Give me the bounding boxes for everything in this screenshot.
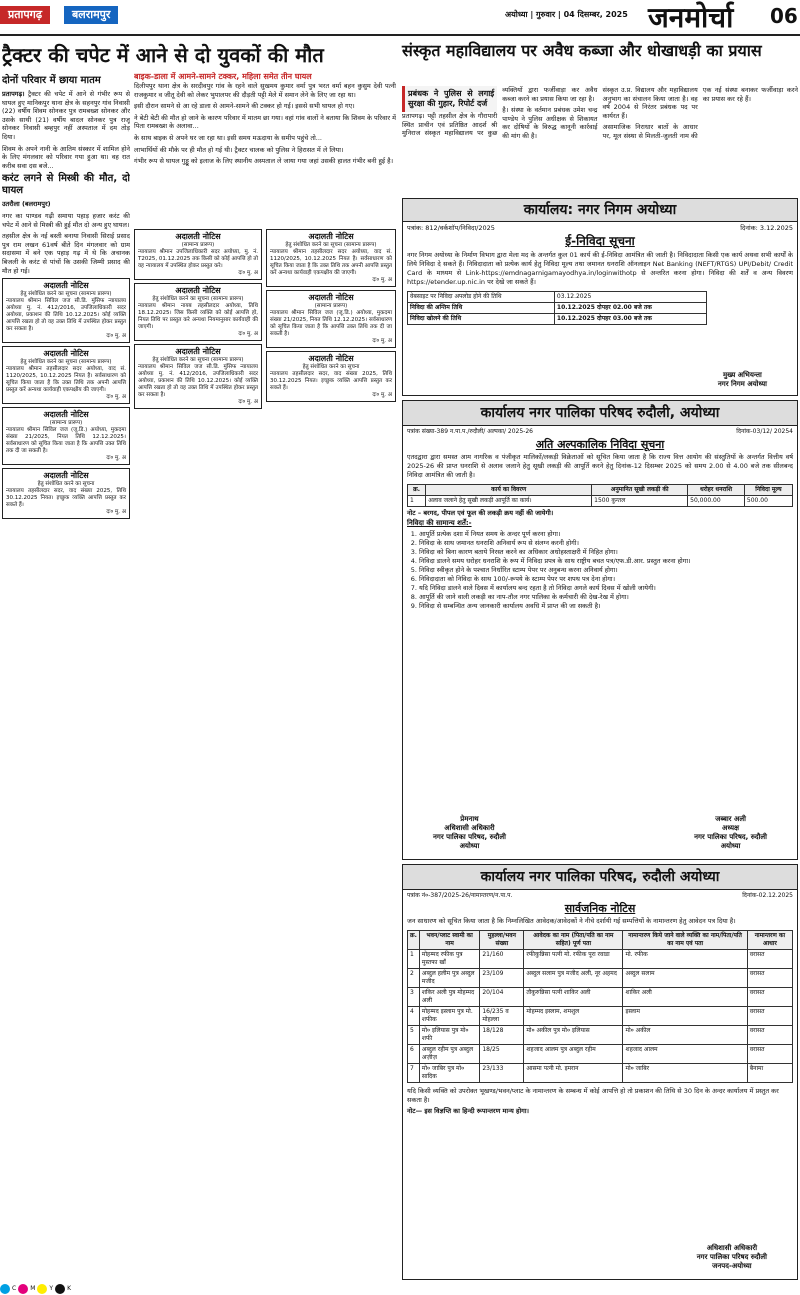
ref-number: पत्रांक: 812/वर्कशॉप/निविदा/2025: [407, 224, 495, 232]
story-paragraph: दिलीपपुर थाना क्षेत्र के सरदीवपुर गांव के रहने वाले सुखमय कुमार वर्मा पुत्र भरत वर्मा बहन कुसुम देवी पत्नी राजकुमार व जीतू देवी को लेकर भुपालपर की दौड़ती पट्टी मेले में समान लेने के लिए जा रहा था।: [134, 82, 396, 99]
subhead-electrocution: करंट लगने से मिस्त्री की मौत, दो घायल: [2, 173, 130, 197]
story-paragraph: नगर का पाण्डव गढ़ी समाया पहाड़ हजार करंट की चपेट में आने से मिस्त्री की हुई मौत दो अन्य हुए घायल।: [2, 211, 130, 229]
court-notice: अदालती नोटिस (सामान्य प्रारूप) न्यायालय श्रीमान उपजिलाधिकारी सदर अयोध्या, मु. नं. T2025, 01.12.2025 तक किसी को कोई आपत्ति हो तो वह न्यायालय में उपस्थित होकर प्रस्तुत करे। दः० मु. अ: [134, 229, 262, 280]
dateline: उतरौला (बलरामपुर): [2, 200, 51, 209]
tender-dates-table: वेबसाइट पर निविदा अपलोड होने की तिथि 03.12.2025 निविदा की अन्तिम तिथि 10.12.2025 दोपहर 02.00 बजे तक निविदा खोलने की तिथि 10.12.2025 दोपहर 03.00 बजे तक: [407, 291, 707, 325]
story-paragraph: के साथ बाइक से अपने घर जा रहा था। इसी समय मऊदाया के समीप पहुंचे तो...: [134, 133, 322, 142]
office-title: कार्यालय नगर पालिका परिषद रुदौली, अयोध्या: [403, 401, 797, 426]
table-row: 3 शकिर अली पुत्र मोहम्मद अली 20/104 तौकुरुन्निसा पत्नी शाकिर अली शाकिर अली वरासत: [408, 988, 793, 1007]
court-notice: अदालती नोटिस हेतु संशोधित करने का सूचना (सामान्य प्रारूप) न्यायालय श्रीमान तहसीलदार सदर अयोध्या, वाद सं. 1120/2025, 10.12.2025 नियत है। सर्वसाधारण को सूचित किया जाता है कि उक्त तिथि तक अपनी आपत्ति प्रस्तुत करें अन्यथा कार्यवाही एकपक्षीय की जाएगी। दः० मु. अ: [2, 346, 130, 404]
story-paragraph: है। संस्था के वर्तमान प्रबंधक उमेश चन्द्र पाण्डेय ने पुलिस अधीक्षक से शिकायत कर दोषियों के विरुद्ध कानूनी कार्रवाई की मांग की है।: [502, 106, 598, 140]
yellow-mark-icon: [37, 1284, 47, 1294]
table-row: 5 मो० इलियास पुत्र मो० शफी 18/128 मो० अकील पुत्र मो० इलियास मो० अकील वरासत: [408, 1026, 793, 1045]
ref-date: दिनांक: 3.12.2025: [740, 224, 793, 232]
condition-item: 6. निविदादाता को निविदा के साथ 100/-रूपये के स्टाम्प पेपर पर शपथ पत्र देना होगा।: [419, 575, 793, 584]
story-paragraph: संस्कृत उ.प्र. विद्यालय और महाविद्यालय अनुभाग का संचालन किया जाता है। वह वर्ष 2004 से निरंतर प्रबंधक पद पर कार्यरत हैं।: [602, 86, 698, 120]
court-notice: अदालती नोटिस हेतु संशोधित करने का सूचना न्यायालय तहसीलदार सदर, वाद संख्या 2025, तिथि 30.12.2025 नियत। इच्छुक व्यक्ति आपत्ति प्रस्तुत कर सकते हैं। दः० मु. अ: [266, 351, 396, 402]
notice-title: अति अल्पकालिक निविदा सूचना: [535, 437, 665, 451]
black-mark-icon: [55, 1284, 65, 1294]
court-notice: अदालती नोटिस हेतु संशोधित करने का सूचना न्यायालय तहसीलदार सदर, वाद संख्या 2025, तिथि 30.12.2025 नियत। इच्छुक व्यक्ति आपत्ति प्रस्तुत कर सकते हैं। दः० मु. अ: [2, 468, 130, 519]
table-row: 6 अब्दुल रहीम पुत्र अब्दुल अज़ीज़ 18/25 शहजाद आलम पुत्र अब्दुल रहीम शहजाद आलम वरासत: [408, 1045, 793, 1064]
story-paragraph: इसी दौरान सामने से आ रहे डाला से आमने-सामने की टक्कर हो गई। इससे सभी घायल हो गए।: [134, 102, 355, 111]
story-paragraph: शिवम के अपने नानी के आतिम संस्कार में शामिल होने के लिए मंगलवार को परिवार गया हुआ था। वह रात करीब सवा दस बजे...: [2, 144, 130, 170]
notice-title: सार्वजनिक नोटिस: [564, 901, 636, 915]
tender-table: क्र. कार्य का विवरण अनुमानित सूखी लकड़ी की धरोहर धनराशि निविदा मूल्य 1 अलाव जलाने हेतु सूखी लकड़ी आपूर्ति का कार्य। 1500 कुन्तल 50,000.00 500.00: [407, 484, 793, 507]
office-title: कार्यालय नगर पालिका परिषद, रुदौली अयोध्या: [403, 865, 797, 890]
table-row: 7 मो० जाबिर पुत्र मो० सादिक 23/133 आसमा पत्नी मो. इमरान मो० जाबिर बैनामा: [408, 1064, 793, 1083]
right-headline: संस्कृत महाविद्यालय पर अवैध कब्जा और धोखाधड़ी का प्रयास: [402, 41, 762, 60]
masthead: जनमोर्चा: [648, 1, 734, 34]
notice-title: ई-निविदा सूचना: [565, 234, 635, 249]
ref-date: दिनांक-03/12/ 20254: [736, 428, 793, 435]
mid-right-notices: [266, 226, 396, 1280]
page-number: 06: [770, 4, 798, 28]
ref-number: पत्रांक संख्या-389 न.पा.प./रुदौली/ अल्पका/ 2025-26: [407, 428, 533, 435]
condition-item: 4. निविदा डालने समय धरोहर धनराशि के रूप में निविदा प्रपत्र के साथ राष्ट्रीय बचत पत्र/एफ.डी.आर. प्रस्तुत करना होगा।: [419, 557, 793, 566]
conditions-list: [403, 530, 797, 611]
ayodhya-etender-ad: [402, 198, 798, 396]
court-notice: अदालती नोटिस (सामान्य प्रारूप) न्यायालय श्रीमान सिविल जज (जू.डि.) अयोध्या, मुकदमा संख्या 21/2025, नियत तिथि 12.12.2025। सर्वसाधारण को सूचित किया जाता है कि आपत्ति उक्त तिथि तक दी जा सकती है। दः० मु. अ: [2, 407, 130, 465]
section-tag-pratapgarh: प्रतापगढ़: [0, 6, 50, 24]
condition-item: 5. निविदा स्वीकृत होने के पश्चात निर्धारित स्टाम्प पेपर पर अनुबन्ध करना अनिवार्य होगा।: [419, 566, 793, 575]
story-paragraph: प्रतापगढ़। पट्टी तहसील क्षेत्र के गौरापारी स्थित प्राचीन एवं प्रतिष्ठित आदर्श श्री मुनिराज संस्कृत महाविद्यालय पर कुछ व्यक्तियों द्वारा फर्जीवाड़ा कर अवैध कब्जा करने का प्रयास किया जा रहा है।: [402, 86, 598, 138]
condition-item: 3. निविदा को बिना कारण बताये निरस्त करने का अधिकार अधोहस्ताक्षरी में निहित होगा।: [419, 548, 793, 557]
table-row: 4 मोहम्मद इस्लाम पुत्र मो. शफीक 16/235 व मोहल्ला मोहम्मद इस्लाम, शमशुल इस्लाम वरासत: [408, 1007, 793, 1026]
pull-quote: प्रबंधक ने पुलिस से लगाई सुरक्षा की गुहार, रिपोर्ट दर्ज: [402, 86, 497, 112]
ref-date: दिनांक-02.12.2025: [742, 892, 793, 899]
notice-body: एतदद्वारा द्वारा समस्त आम नागरिक व पंजीकृत मालिकों/लकड़ी विक्रेताओं को सूचित किया जाता है कि राज्य वित्त आयोग की संस्तुतियों के अन्तर्गत वित्तीय वर्ष 2025-26 की प्राप्त धनराशि से अलाव जलाने हेतु सूखी लकड़ी की आपूर्ति करने हेतु दिनांक-12 दिसम्बर 2025 को समय 2.00 से 4.00 बजे तक सीलबन्द निविदा आमंत्रित की जाती है।: [407, 453, 793, 480]
notice-body: नगर निगम अयोध्या के निर्माण विभाग द्वारा मेला मद के अन्तर्गत कुल 01 कार्य की ई-निविदा आमंत्रित की जाती है। निविदादाता किसी एक कार्य अथवा सभी कार्यों के लिये निविदा दे सकते हैं। निविदादाता को प्रत्येक कार्य हेतु निविदा मूल्य तथा जमानत धनराशि ऑनलाइन Net Banking (NEFT/RTGS) UPI/Debit/ Credit Card के माध्यम से Link-https://emdnagarnigamayodhya.in/loginwithotp से अन्तरित करना होगा। निविदा की शर्तें व अन्य विवरण https://etender.up.nic.in पर देखे जा सकते हैं।: [407, 251, 793, 287]
signature-block: मुख्य अभियन्ता नगर निगम अयोध्या: [717, 371, 767, 388]
table-row: 2 अब्दुल हलीम पुत्र अब्दुल मजीद 23/109 अब्दुल सलाम पुत्र मजीद अली, नूर अहमद अब्दुल सलाम वरासत: [408, 969, 793, 988]
notice-note: नोट— इस विज्ञप्ति का हिन्दी रूपान्तरण मान्य होगा।: [407, 1107, 529, 1116]
court-notice: अदालती नोटिस हेतु संशोधित करने का सूचना (सामान्य प्रारूप) न्यायालय श्रीमान सिविल जज सी.डि. मुंसिफ न्यायालय अयोध्या मु. नं. 412/2016, उपजिलाधिकारी सदर अयोध्या, प्रकाशन की तिथि 10.12.2025। कोई व्यक्ति आपत्ति रखता हो तो वह उक्त तिथि में उपस्थित होकर प्रस्तुत कर सकता है। दः० मु. अ: [2, 278, 130, 343]
subhead-family-grief: दोनों परिवार में छाया मातम: [2, 75, 101, 86]
cyan-mark-icon: [0, 1284, 10, 1294]
court-notice: अदालती नोटिस हेतु संशोधित करने का सूचना (सामान्य प्रारूप) न्यायालय श्रीमान नायब तहसीलदार अयोध्या, तिथि 18.12.2025। जिस किसी व्यक्ति को कोई आपत्ति हो, नियत तिथि पर प्रस्तुत करे अन्यथा नियमानुसार कार्यवाही की जाएगी। दः० मु. अ: [134, 283, 262, 341]
story-paragraph: ने बेटी बेटी की मौत हो जाने के कारण परिवार में मातम छा गया। वहां गांव वालों ने बताया कि शिवम के परिवार में पिता रामबख्श के अलावा...: [134, 113, 396, 131]
signature-left: प्रेमनाथ अधिशासी अधिकारी नगर पालिका परिषद, रुदौली अयोध्या: [433, 815, 506, 850]
left-column: [2, 72, 130, 1280]
signature-right: जब्बार अली अध्यक्ष नगर पालिका परिषद, रुदौली अयोध्या: [694, 815, 767, 850]
condition-item: 8. आपूर्ति की जाने वाली लकड़ी का नाप-तौल नगर पालिका के कर्मचारी की देख-रेख में होगा।: [419, 593, 793, 602]
ref-number: पत्रांक नं०-387/2025-26/नामान्तरण/न.पा.प.: [407, 892, 513, 899]
story-paragraph: ट्रैक्टर की चपेट में आने से गंभीर रूप से घायल हुए मानिकपुर थाना क्षेत्र के सहनपुर गांव निवासी (22) वर्षीय शिवम सोनकर पुत्र रामबख्श सोनकर और उसके साथी (21) वर्षीय बादल सोनकर पुत्र राजू सोनकर निवासी बम्हपुर नहीं अस्पताल में दम तोड़ दिया।: [2, 90, 130, 141]
court-notice: अदालती नोटिस हेतु संशोधित करने का सूचना (सामान्य प्रारूप) न्यायालय श्रीमान तहसीलदार सदर अयोध्या, वाद सं. 1120/2025, 10.12.2025 नियत है। सर्वसाधारण को सूचित किया जाता है कि उक्त तिथि तक अपनी आपत्ति प्रस्तुत करें अन्यथा कार्यवाही एकपक्षीय की जाएगी। दः० मु. अ: [266, 229, 396, 287]
mutation-table: क्र. भवन/प्लाट स्वामी का नाम मुहल्ला/भवन संख्या आवेदक का नाम (पिता/पति का नाम सहित) पूर्ण पता नामान्तरण किये जाने वाले व्यक्ति का नाम/पिता/पति का नाम एवं पता नामान्तरण का आधार 1 मोहम्मद रफीक पुत्र मुस्तफा खाँ 21/160 रफीकुन्निसा पत्नी मो. रफीक पूरा रवाडा मो. रफीक वरासत 2 अब्दुल हलीम पुत्र अब्दुल मजीद 23/109 अब्दुल सलाम पुत्र मजीद अली, नूर अहमद अब्दुल सलाम वरासत 3 शकिर अली पुत्र मोहम्मद अली 20/104 तौकुरुन्निसा पत्नी शाकिर अली शाकिर अली वरासत 4 मोहम्मद इस्लाम पुत्र मो. शफीक 16/235 व मोहल्ला मोहम्मद इस्लाम, शमशुल इस्लाम वरासत 5 मो० इलियास पुत्र मो० शफी 18/128 मो० अकील पुत्र मो० इलियास मो० अकील वरासत 6 अब्दुल रहीम पुत्र अब्दुल अज़ीज़ 18/25 शहजाद आलम पुत्र अब्दुल रहीम शहजाद आलम वरासत 7 मो० जाबिर पुत्र मो० सादिक 23/133 आसमा पत्नी मो. इमरान मो० जाबिर बैनामा: [407, 930, 793, 1083]
table-row: 1 मोहम्मद रफीक पुत्र मुस्तफा खाँ 21/160 रफीकुन्निसा पत्नी मो. रफीक पूरा रवाडा मो. रफीक वरासत: [408, 950, 793, 969]
subhead-bike-collision: बाइक-डाला में आमने-सामने टक्कर, महिला समेत तीन घायल: [134, 72, 312, 81]
right-story: [402, 86, 798, 194]
condition-item: 1. आपूर्ति प्रत्येक दशा में नियत समय के अन्दर पूर्ण करना होगा।: [419, 530, 793, 539]
dateline: प्रतापगढ़।: [2, 90, 25, 98]
story-paragraph: तहसील क्षेत्र के नई बस्ती बनाया निवासी सिराई प्रसाद पुत्र राम लखन 61वर्ष बीते दिन मंगलवार को ग्राम सदासमा में बने एक पहाड़ गढ़ में थे कि अचानक बिजली के करंट से पांचों कि उसकी जिम्मी प्रसाद की मौत हो गई।: [2, 232, 130, 275]
conditions-heading: निविदा की सामान्य शर्तें:-: [407, 519, 472, 528]
signature-block: अधिशासी अधिकारी नगर पालिका परिषद रुदौली जनपद-अयोध्या: [696, 1244, 767, 1270]
rudauli-public-notice-ad: [402, 864, 798, 1280]
mid-story: [134, 72, 396, 222]
magenta-mark-icon: [18, 1284, 28, 1294]
print-registration-marks: C M Y K: [0, 1283, 800, 1295]
mid-left-notices: [134, 226, 262, 1280]
rudauli-tender-ad: [402, 400, 798, 860]
condition-item: 9. निविदा से सम्बन्धित अन्य जानकारी कार्यालय अवधि में प्राप्त की जा सकती है।: [419, 602, 793, 611]
lead-headline: ट्रैक्टर की चपेट में आने से दो युवकों की मौत: [2, 43, 324, 67]
court-notice: अदालती नोटिस (सामान्य प्रारूप) न्यायालय श्रीमान सिविल जज (जू.डि.) अयोध्या, मुकदमा संख्या 21/2025, नियत तिथि 12.12.2025। सर्वसाधारण को सूचित किया जाता है कि आपत्ति उक्त तिथि तक दी जा सकती है। दः० मु. अ: [266, 290, 396, 348]
story-paragraph: गंभीर रूप से घायल गुड्डू को इलाज के लिए स्थानीय अस्पताल ले जाया गया जहां उसकी हालत गंभीर बनी हुई है।: [134, 157, 394, 166]
office-title: कार्यालय: नगर निगम अयोध्या: [403, 199, 797, 222]
notice-intro: जन साधारण को सूचित किया जाता है कि निम्नलिखित आवेदक/आवेदकों ने नीचे दर्शायी गई सम्पत्तियों के नामान्तरण हेतु आवेदन पत्र दिया है।: [407, 917, 736, 926]
court-notice: अदालती नोटिस हेतु संशोधित करने का सूचना (सामान्य प्रारूप) न्यायालय श्रीमान सिविल जज सी.डि. मुंसिफ न्यायालय अयोध्या मु. नं. 412/2016, उपजिलाधिकारी सदर अयोध्या, प्रकाशन की तिथि 10.12.2025। कोई व्यक्ति आपत्ति रखता हो तो वह उक्त तिथि में उपस्थित होकर प्रस्तुत कर सकता है। दः० मु. अ: [134, 344, 262, 409]
tender-note: नोट – बरगद, पीपल एवं फूल की लकड़ी क्रय नहीं की जायेगी।: [407, 509, 554, 518]
page-header: [0, 0, 800, 36]
notice-footer: यदि किसी व्यक्ति को उपरोक्त भूखण्ड/भवन/प्लाट के नामान्तरण के सम्बन्ध में कोई आपत्ति हो तो प्रकाशन की तिथि से 30 दिन के अन्दर कार्यालय में प्रस्तुत कर सकता है।: [407, 1087, 779, 1105]
section-tag-balrampur: बलरामपुर: [64, 6, 118, 24]
story-paragraph: असामाजिक निराधार बातों के आधार पर, मूल संस्था से मिलती-जुलती नाम की एक नई संस्था बनाकर फर्जीवाड़ा करने का प्रयास कर रहे हैं।: [602, 86, 798, 140]
condition-item: 7. यदि निविदा डालने वाले दिवस में कार्यालय बन्द रहता है तो निविदा अगले कार्य दिवस में खोली जायेगी।: [419, 584, 793, 593]
condition-item: 2. निविदा के साथ जमानत धनराशि अनिवार्य रूप से संलग्न करनी होगी।: [419, 539, 793, 548]
date-line: अयोध्या | गुरुवार | 04 दिसम्बर, 2025: [505, 10, 628, 19]
story-paragraph: लाभार्थियों की मौके पर ही मौत हो गई थी। ट्रैक्टर चालक को पुलिस ने हिरासत में ले लिया।: [134, 145, 344, 154]
